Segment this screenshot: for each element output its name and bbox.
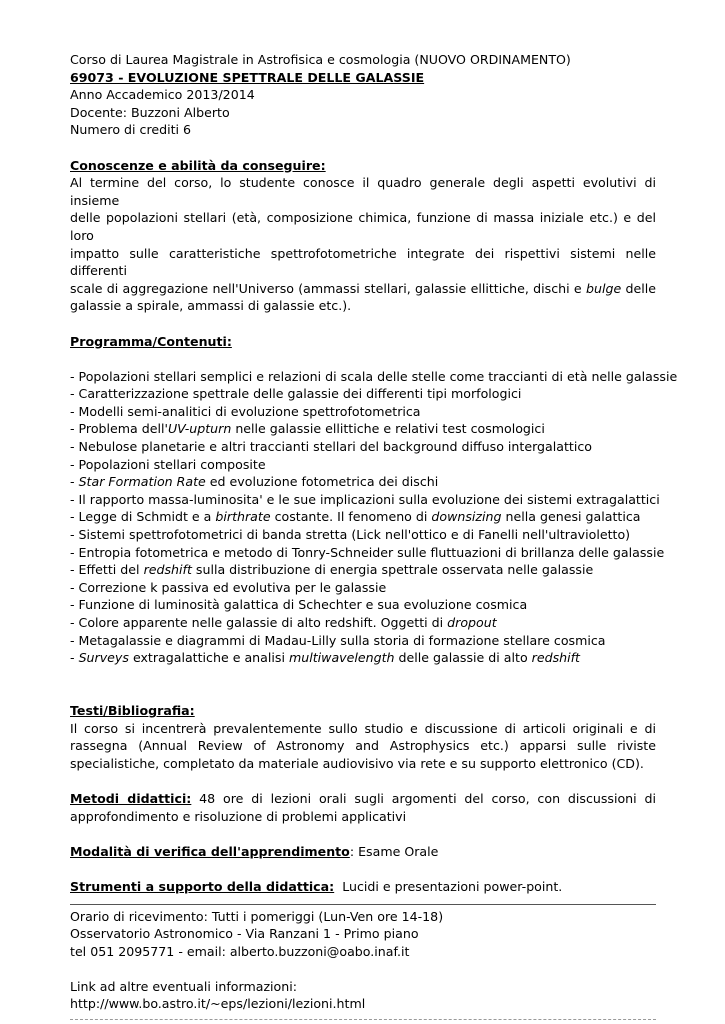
course-line: Corso di Laurea Magistrale in Astrofisica e cosmologia (NUOVO ORDINAMENTO) <box>70 52 571 67</box>
program-item-text: sulla distribuzione di energia spettrale osservata nelle galassie <box>191 562 594 578</box>
program-item-text: - Caratterizzazione spettrale delle galassie dei differenti tipi morfologici <box>70 386 522 402</box>
methods-heading: Metodi didattici: <box>70 790 192 806</box>
texts-line-1: Il corso si incentrerà prevalentemente sullo studio e discussione di articoli originali e di <box>70 720 656 736</box>
footer-divider <box>70 904 656 905</box>
knowledge-heading: Conoscenze e abilità da conseguire: <box>70 157 326 173</box>
program-item <box>70 473 656 491</box>
link-label: Link ad altre eventuali informazioni: <box>70 978 297 994</box>
methods-line-1 <box>70 790 656 808</box>
tools-line <box>70 878 656 896</box>
program-item-text: - Il rapporto massa-luminosita' e le sue implicazioni sulla evoluzione dei sistemi extragalattici <box>70 491 660 507</box>
knowledge-line-1: Al termine del corso, lo studente conosce il quadro generale degli aspetti evolutivi di insieme <box>70 175 656 208</box>
program-item-text: - <box>70 474 79 490</box>
program-item-text: - Legge di Schmidt e a <box>70 509 216 525</box>
methods-line-2: approfondimento e risoluzione di problemi applicativi <box>70 808 407 824</box>
program-item-text: birthrate <box>215 509 271 525</box>
contact-info: tel 051 2095771 - email: alberto.buzzoni@oabo.inaf.it <box>70 943 410 959</box>
program-item-text: - Popolazioni stellari semplici e relazioni di scala delle stelle come traccianti di età nelle galassie <box>70 368 678 384</box>
program-item-text: multiwavelength <box>288 650 395 666</box>
program-item <box>70 526 656 544</box>
program-item-text: - Colore apparente nelle galassie di alto redshift. Oggetti di <box>70 615 448 630</box>
program-item-text: redshift <box>531 650 580 666</box>
program-item <box>70 368 678 386</box>
program-item <box>70 403 656 421</box>
program-item-text: costante. Il fenomeno di <box>270 509 432 525</box>
program-item-text: - Effetti del <box>70 562 144 578</box>
program-heading: Programma/Contenuti: <box>70 333 232 349</box>
program-list <box>70 368 678 667</box>
assessment-line <box>70 843 656 861</box>
program-item-text: UV-upturn <box>167 421 232 437</box>
program-item <box>70 508 656 526</box>
info-link[interactable]: http://www.bo.astro.it/~eps/lezioni/lezioni.html <box>70 996 366 1012</box>
assessment-value: : Esame Orale <box>349 843 439 859</box>
program-item <box>70 438 656 456</box>
program-item <box>70 596 656 614</box>
program-item-text: - Nebulose planetarie e altri traccianti stellari del background diffuso intergalattico <box>70 439 592 455</box>
program-item <box>70 544 665 562</box>
office-hours: Orario di ricevimento: Tutti i pomeriggi (Lun-Ven ore 14-18) <box>70 908 444 924</box>
program-item <box>70 456 656 474</box>
program-item-text: nella genesi galattica <box>501 509 641 525</box>
teacher: Docente: Buzzoni Alberto <box>70 104 230 120</box>
program-item-text: - Correzione k passiva ed evolutiva per le galassie <box>70 579 387 595</box>
program-item-text: - Entropia fotometrica e metodo di Tonry-Schneider sulle fluttuazioni di brillanza delle galassie <box>70 544 665 560</box>
assessment-heading: Modalità di verifica dell'apprendimento <box>70 843 350 859</box>
knowledge-line-4-bulge: bulge <box>585 280 622 296</box>
course-title: 69073 - EVOLUZIONE SPETTRALE DELLE GALASSIE <box>70 69 425 85</box>
program-item-text: - <box>70 650 79 666</box>
knowledge-line-4-c: delle <box>621 280 656 296</box>
program-item <box>70 385 656 403</box>
texts-line-2: rassegna (Annual Review of Astronomy and Astrophysics etc.) apparsi sulle riviste <box>70 738 656 754</box>
knowledge-line-4-a: scale di aggregazione nell'Universo (ammassi stellari, galassie ellittiche, dischi e <box>70 280 586 296</box>
program-item-text: ed evoluzione fotometrica dei dischi <box>205 474 439 490</box>
office-address: Osservatorio Astronomico - Via Ranzani 1 - Primo piano <box>70 926 419 942</box>
program-item <box>70 420 656 438</box>
bottom-divider <box>70 1019 656 1020</box>
program-item <box>70 632 656 650</box>
knowledge-line-5: galassie a spirale, ammassi di galassie etc.). <box>70 298 352 314</box>
tools-value: Lucidi e presentazioni power-point. <box>334 878 563 894</box>
program-item <box>70 649 656 667</box>
program-item-text: - Funzione di luminosità galattica di Schechter e sua evoluzione cosmica <box>70 597 528 613</box>
program-item <box>70 579 656 597</box>
program-item-text: extragalattiche e analisi <box>128 650 289 666</box>
program-item <box>70 614 656 632</box>
methods-text-1: 48 ore di lezioni orali sugli argomenti del corso, con discussioni di <box>191 790 656 806</box>
knowledge-line-2: delle popolazioni stellari (età, composizione chimica, funzione di massa iniziale etc.) e del loro <box>70 210 656 243</box>
program-item-text: - Modelli semi-analitici di evoluzione spettrofotometrica <box>70 403 421 419</box>
credits: Numero di crediti 6 <box>70 122 192 138</box>
academic-year: Anno Accademico 2013/2014 <box>70 87 255 103</box>
document-content <box>70 51 678 1020</box>
program-item-text: - Problema dell' <box>70 421 168 437</box>
program-item-text: redshift <box>143 562 192 578</box>
program-item <box>70 561 656 579</box>
texts-line-3: specialistiche, completato da materiale audiovisivo via rete e su supporto elettronico (CD). <box>70 755 644 771</box>
knowledge-line-3: impatto sulle caratteristiche spettrofotometriche integrate dei rispettivi sistemi nelle differenti <box>70 245 656 279</box>
program-item-text: - Popolazioni stellari composite <box>70 456 266 472</box>
program-item-text: delle galassie di alto <box>394 650 532 666</box>
program-item-text: - Metagalassie e diagrammi di Madau-Lilly sulla storia di formazione stellare cosmica <box>70 632 606 648</box>
program-item-text: - Sistemi spettrofotometrici di banda stretta (Lick nell'ottico e di Fanelli nell'ultravioletto) <box>70 527 631 543</box>
program-item-text: Star Formation Rate <box>78 474 206 490</box>
tools-heading: Strumenti a supporto della didattica: <box>70 878 335 894</box>
program-item-text: downsizing <box>431 509 502 525</box>
texts-heading: Testi/Bibliografia: <box>70 702 195 718</box>
program-item <box>70 491 660 509</box>
program-item-text: dropout <box>447 615 497 630</box>
program-item-text: nelle galassie ellittiche e relativi test cosmologici <box>231 421 545 437</box>
program-item-text: Surveys <box>78 650 129 666</box>
knowledge-line-4 <box>70 280 656 298</box>
